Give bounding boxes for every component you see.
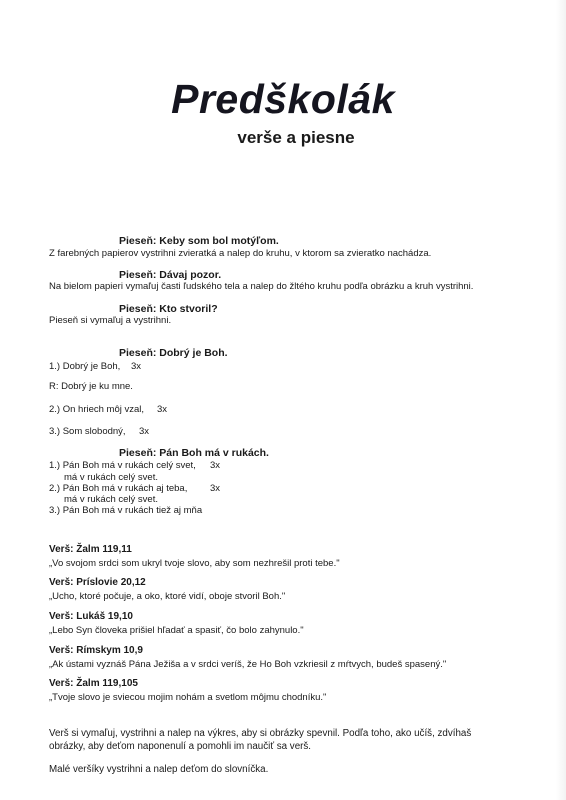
song-line: 3.) Pán Boh má v rukách tiež aj mňa <box>49 505 203 516</box>
footer-instruction: Verš si vymaľuj, vystrihni a nalep na výkres, aby si obrázky spevnil. Podľa toho, ako učíš, zdvíhaš <box>49 728 472 739</box>
verse-text: „Tvoje slovo je sviecou mojim nohám a svetlom môjmu chodníku." <box>49 692 327 703</box>
page-edge-shadow <box>556 0 566 800</box>
page-subtitle: verše a piesne <box>237 128 355 147</box>
verse-title: Verš: Rímskym 10,9 <box>49 645 143 656</box>
footer-instruction: Malé veršíky vystrihni a nalep deťom do slovníčka. <box>49 764 269 775</box>
song-line: 1.) Dobrý je Boh, <box>49 361 121 372</box>
verse-text: „Ucho, ktoré počuje, a oko, ktoré vidí, oboje stvoril Boh." <box>49 591 286 602</box>
song-title: Pieseň: Dávaj pozor. <box>119 269 222 281</box>
verse-title: Verš: Žalm 119,105 <box>49 678 138 689</box>
song-line: má v rukách celý svet. <box>64 494 158 505</box>
page-title: Predškolák <box>171 76 395 122</box>
song-repeat: 3x <box>210 460 221 471</box>
song-repeat: 3x <box>131 361 142 372</box>
song-title: Pieseň: Pán Boh má v rukách. <box>119 447 269 459</box>
verse-text: „Ak ústami vyznáš Pána Ježiša a v srdci veríš, že Ho Boh vzkriesil z mŕtvych, budeš spasený." <box>49 659 447 670</box>
verse-title: Verš: Príslovie 20,12 <box>49 577 146 588</box>
verse-text: „Vo svojom srdci som ukryl tvoje slovo, aby som nezhrešil proti tebe." <box>49 558 340 569</box>
song-line: má v rukách celý svet. <box>64 472 158 483</box>
song-repeat: 3x <box>210 483 221 494</box>
song-line: 3.) Som slobodný, <box>49 426 126 437</box>
song-title: Pieseň: Kto stvoril? <box>119 303 218 315</box>
song-instruction: Na bielom papieri vymaľuj časti ľudského tela a nalep do žltého kruhu podľa obrázku a kruh vystrihni. <box>49 281 474 292</box>
verse-title: Verš: Lukáš 19,10 <box>49 611 133 622</box>
song-instruction: Pieseň si vymaľuj a vystrihni. <box>49 315 172 326</box>
footer-instruction: obrázky, aby deťom naponenulí a pomohli im naučiť sa verš. <box>49 741 312 752</box>
song-line: 2.) On hriech môj vzal, <box>49 404 145 415</box>
song-line: R: Dobrý je ku mne. <box>49 381 133 392</box>
song-repeat: 3x <box>157 404 168 415</box>
song-title: Pieseň: Keby som bol motýľom. <box>119 235 279 247</box>
song-instruction: Z farebných papierov vystrihni zvieratká a nalep do kruhu, v ktorom sa zvieratko nachádza. <box>49 248 432 259</box>
song-repeat: 3x <box>139 426 150 437</box>
verse-title: Verš: Žalm 119,11 <box>49 544 132 555</box>
song-line: 2.) Pán Boh má v rukách aj teba, <box>49 483 188 494</box>
verse-text: „Lebo Syn človeka prišiel hľadať a spasiť, čo bolo zahynulo." <box>49 625 304 636</box>
song-line: 1.) Pán Boh má v rukách celý svet, <box>49 460 196 471</box>
song-title: Pieseň: Dobrý je Boh. <box>119 347 228 359</box>
